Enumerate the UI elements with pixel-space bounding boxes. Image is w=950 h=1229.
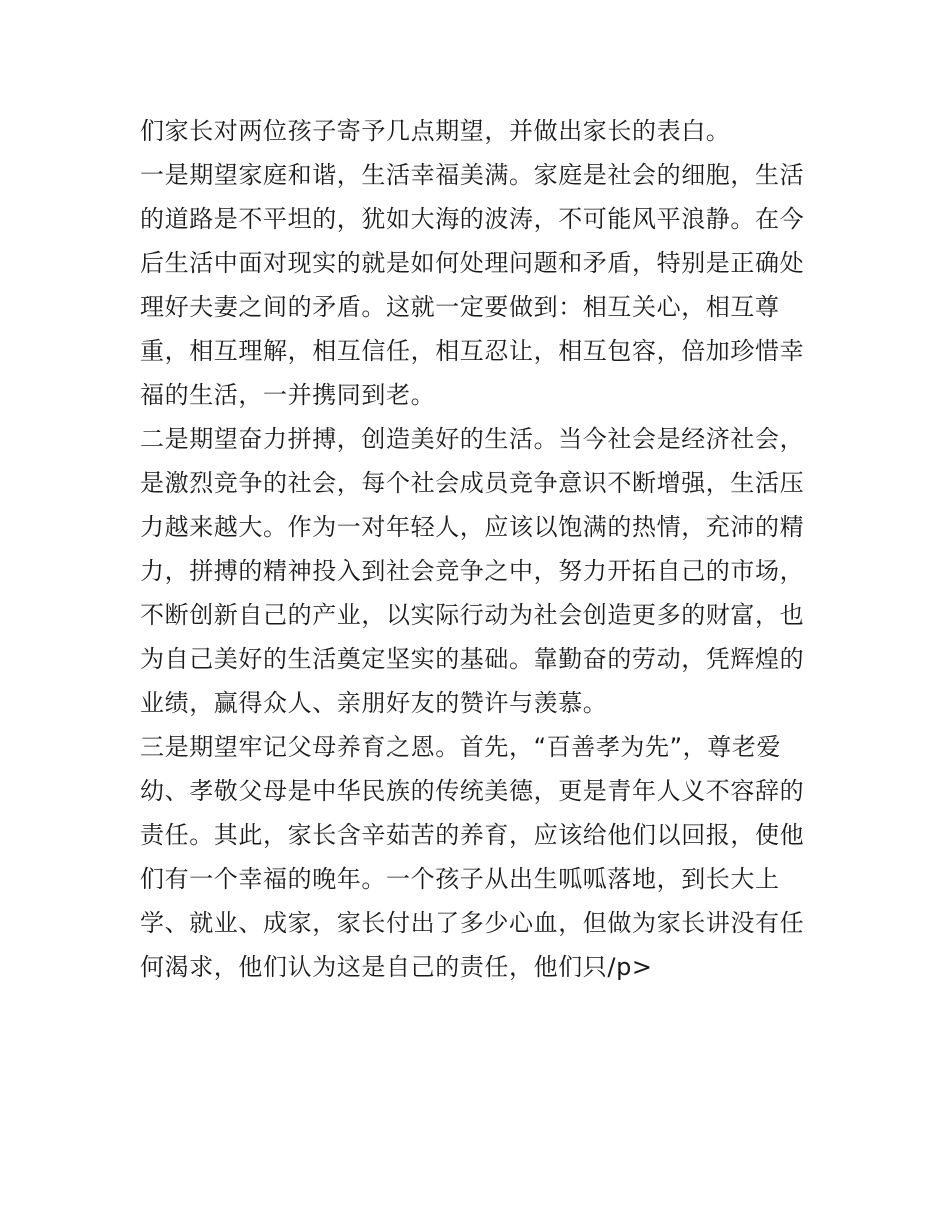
paragraph-1-line: 一是期望家庭和谐，生活幸福美满。家庭是社会的细胞，生活 <box>140 161 805 189</box>
paragraph-1-line: 后生活中面对现实的就是如何处理问题和矛盾，特别是正确处 <box>140 249 805 277</box>
paragraph-3-line: 们有一个幸福的晚年。一个孩子从出生呱呱落地，到长大上 <box>140 865 780 893</box>
paragraph-2-line: 业绩，赢得众人、亲朋好友的赞许与羡慕。 <box>140 689 608 717</box>
paragraph-3-line: 责任。其此，家长含辛茹苦的养育，应该给他们以回报，使他 <box>140 821 805 849</box>
paragraph-3-line: 三是期望牢记父母养育之恩。首先，“百善孝为先”，尊老爱 <box>140 733 782 761</box>
paragraph-2-line: 力越来越大。作为一对年轻人，应该以饱满的热情，充沛的精 <box>140 513 805 541</box>
paragraph-1-line: 理好夫妻之间的矛盾。这就一定要做到：相互关心，相互尊 <box>140 293 780 321</box>
paragraph-2-line: 是激烈竞争的社会，每个社会成员竞争意识不断增强，生活压 <box>140 469 805 497</box>
text-line: 们家长对两位孩子寄予几点期望，并做出家长的表白。 <box>140 117 731 145</box>
paragraph-3-line: 学、就业、成家，家长付出了多少心血，但做为家长讲没有任 <box>140 909 805 937</box>
paragraph-2-line: 力，拼搏的精神投入到社会竞争之中，努力开拓自己的市场， <box>140 557 805 585</box>
paragraph-3-line: 何渴求，他们认为这是自己的责任，他们只/p> <box>140 953 653 981</box>
paragraph-1-line: 的道路是不平坦的，犹如大海的波涛，不可能风平浪静。在今 <box>140 205 805 233</box>
paragraph-2-line: 不断创新自己的产业，以实际行动为社会创造更多的财富，也 <box>140 601 805 629</box>
paragraph-1-line: 福的生活，一并携同到老。 <box>140 381 436 409</box>
paragraph-3-line: 幼、孝敬父母是中华民族的传统美德，更是青年人义不容辞的 <box>140 777 805 805</box>
paragraph-1-line: 重，相互理解，相互信任，相互忍让，相互包容，倍加珍惜幸 <box>140 337 805 365</box>
paragraph-2-line: 为自己美好的生活奠定坚实的基础。靠勤奋的劳动，凭辉煌的 <box>140 645 805 673</box>
paragraph-2-line: 二是期望奋力拼搏，创造美好的生活。当今社会是经济社会， <box>140 425 805 453</box>
document-body <box>140 109 820 989</box>
